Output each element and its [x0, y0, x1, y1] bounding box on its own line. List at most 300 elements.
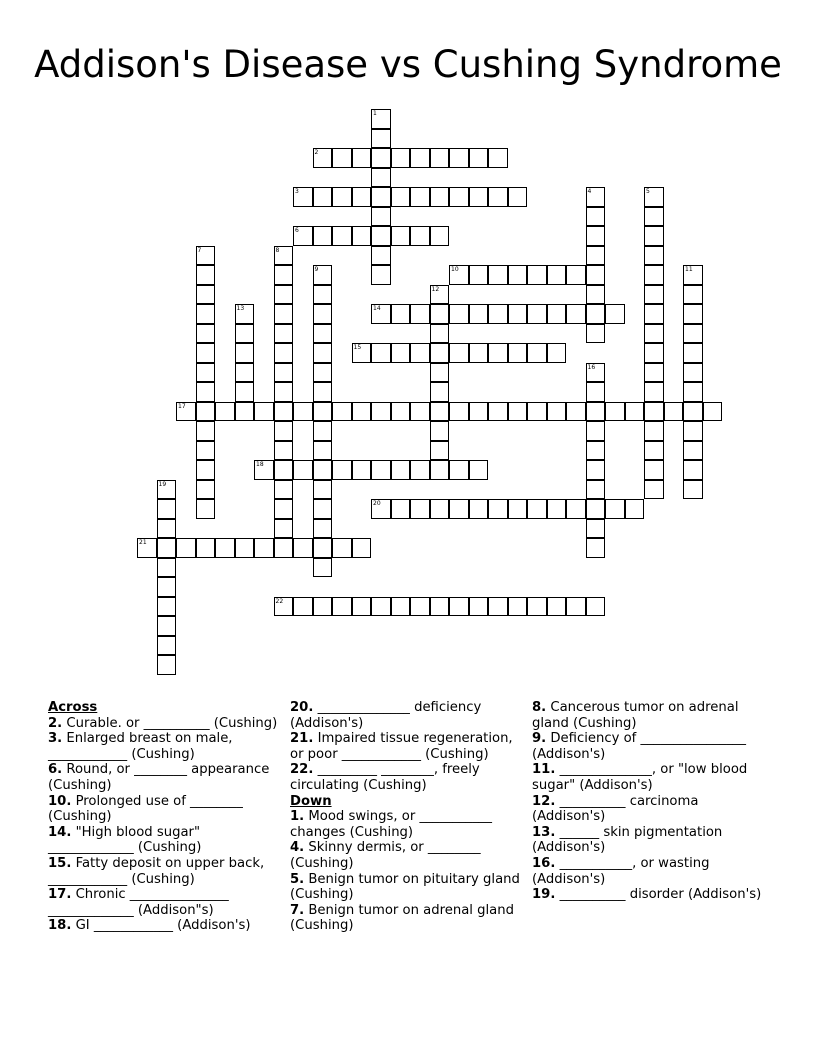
- clue-item-number: 21.: [290, 731, 314, 747]
- grid-cell[interactable]: [644, 265, 664, 285]
- grid-cell[interactable]: [332, 402, 352, 422]
- grid-cell[interactable]: [644, 382, 664, 402]
- grid-cell[interactable]: [313, 226, 333, 246]
- grid-cell[interactable]: [430, 441, 450, 461]
- grid-cell[interactable]: [332, 148, 352, 168]
- grid-cell[interactable]: [313, 148, 333, 168]
- grid-cell[interactable]: [664, 402, 684, 422]
- clue-number: 16: [587, 363, 596, 371]
- grid-cell[interactable]: [157, 655, 177, 675]
- clue-item: [48, 794, 280, 825]
- clue-item-text: Round, or ________ appearance (Cushing): [48, 762, 270, 793]
- grid-cell[interactable]: [352, 187, 372, 207]
- grid-cell[interactable]: [196, 304, 216, 324]
- clue-item: [290, 700, 522, 731]
- grid-cell[interactable]: [215, 402, 235, 422]
- grid-cell[interactable]: [391, 304, 411, 324]
- grid-cell[interactable]: [274, 519, 294, 539]
- grid-cell[interactable]: [235, 538, 255, 558]
- grid-cell[interactable]: [527, 499, 547, 519]
- grid-cell[interactable]: [683, 421, 703, 441]
- clue-item: [48, 762, 280, 793]
- grid-cell[interactable]: [313, 480, 333, 500]
- grid-cell[interactable]: [683, 343, 703, 363]
- grid-cell[interactable]: [449, 265, 469, 285]
- grid-cell[interactable]: [313, 499, 333, 519]
- grid-cell[interactable]: [410, 499, 430, 519]
- clue-item: [48, 887, 280, 918]
- grid-cell[interactable]: [430, 460, 450, 480]
- grid-cell[interactable]: [430, 343, 450, 363]
- grid-cell[interactable]: [508, 499, 528, 519]
- clue-number: 21: [139, 539, 147, 546]
- grid-cell[interactable]: [235, 304, 255, 324]
- grid-cell[interactable]: [410, 304, 430, 324]
- grid-cell[interactable]: [157, 558, 177, 578]
- grid-cell[interactable]: [586, 187, 606, 207]
- grid-cell[interactable]: [508, 597, 528, 617]
- grid-cell[interactable]: [235, 402, 255, 422]
- grid-cell[interactable]: [683, 324, 703, 344]
- grid-cell[interactable]: [586, 597, 606, 617]
- grid-cell[interactable]: [274, 538, 294, 558]
- grid-cell[interactable]: [274, 460, 294, 480]
- grid-cell[interactable]: [683, 304, 703, 324]
- grid-cell[interactable]: [371, 265, 391, 285]
- grid-cell[interactable]: [644, 246, 664, 266]
- clue-number: 12: [431, 285, 440, 293]
- grid-cell[interactable]: [586, 402, 606, 422]
- grid-cell[interactable]: [371, 460, 391, 480]
- grid-cell[interactable]: [683, 460, 703, 480]
- grid-cell[interactable]: [332, 460, 352, 480]
- grid-cell[interactable]: [586, 421, 606, 441]
- grid-cell[interactable]: [683, 363, 703, 383]
- grid-cell[interactable]: [313, 597, 333, 617]
- grid-cell[interactable]: [625, 402, 645, 422]
- grid-cell[interactable]: [254, 402, 274, 422]
- grid-cell[interactable]: [410, 460, 430, 480]
- grid-cell[interactable]: [605, 402, 625, 422]
- grid-cell[interactable]: [683, 265, 703, 285]
- grid-cell[interactable]: [644, 402, 664, 422]
- grid-cell[interactable]: [391, 148, 411, 168]
- grid-cell[interactable]: [274, 246, 294, 266]
- page-title: Addison's Disease vs Cushing Syndrome: [34, 43, 782, 86]
- grid-cell[interactable]: [391, 597, 411, 617]
- grid-cell[interactable]: [644, 207, 664, 227]
- grid-cell[interactable]: [274, 597, 294, 617]
- clue-item-number: 12.: [532, 793, 556, 809]
- grid-cell[interactable]: [644, 421, 664, 441]
- grid-cell[interactable]: [547, 304, 567, 324]
- grid-cell[interactable]: [313, 538, 333, 558]
- clue-item-text: Curable. or __________ (Cushing): [62, 715, 278, 731]
- grid-cell[interactable]: [469, 460, 489, 480]
- grid-cell[interactable]: [527, 597, 547, 617]
- clue-number: 9: [314, 266, 319, 273]
- grid-cell[interactable]: [547, 597, 567, 617]
- grid-cell[interactable]: [196, 324, 216, 344]
- grid-cell[interactable]: [274, 265, 294, 285]
- grid-cell[interactable]: [196, 343, 216, 363]
- grid-cell[interactable]: [547, 265, 567, 285]
- grid-cell[interactable]: [313, 324, 333, 344]
- clue-item: [532, 762, 764, 793]
- grid-cell[interactable]: [196, 363, 216, 383]
- grid-cell[interactable]: [605, 304, 625, 324]
- grid-cell[interactable]: [625, 499, 645, 519]
- grid-cell[interactable]: [430, 402, 450, 422]
- grid-cell[interactable]: [566, 304, 586, 324]
- grid-cell[interactable]: [644, 285, 664, 305]
- grid-cell[interactable]: [293, 226, 313, 246]
- grid-cell[interactable]: [274, 363, 294, 383]
- grid-cell[interactable]: [371, 343, 391, 363]
- grid-cell[interactable]: [527, 343, 547, 363]
- grid-cell[interactable]: [586, 285, 606, 305]
- grid-cell[interactable]: [313, 441, 333, 461]
- grid-cell[interactable]: [430, 148, 450, 168]
- grid-cell[interactable]: [293, 460, 313, 480]
- grid-cell[interactable]: [586, 519, 606, 539]
- grid-cell[interactable]: [488, 187, 508, 207]
- grid-cell[interactable]: [313, 421, 333, 441]
- grid-cell[interactable]: [391, 187, 411, 207]
- grid-cell[interactable]: [586, 363, 606, 383]
- grid-cell[interactable]: [371, 207, 391, 227]
- grid-cell[interactable]: [274, 382, 294, 402]
- clue-item: [48, 731, 280, 762]
- grid-cell[interactable]: [274, 441, 294, 461]
- grid-cell[interactable]: [469, 597, 489, 617]
- grid-cell[interactable]: [449, 343, 469, 363]
- grid-cell[interactable]: [488, 148, 508, 168]
- grid-cell[interactable]: [566, 597, 586, 617]
- grid-cell[interactable]: [196, 265, 216, 285]
- grid-cell[interactable]: [488, 499, 508, 519]
- grid-cell[interactable]: [586, 480, 606, 500]
- grid-cell[interactable]: [235, 324, 255, 344]
- grid-cell[interactable]: [430, 363, 450, 383]
- grid-cell[interactable]: [313, 187, 333, 207]
- grid-cell[interactable]: [449, 187, 469, 207]
- grid-cell[interactable]: [176, 402, 196, 422]
- grid-cell[interactable]: [410, 226, 430, 246]
- grid-cell[interactable]: [488, 597, 508, 617]
- grid-cell[interactable]: [430, 187, 450, 207]
- grid-cell[interactable]: [469, 187, 489, 207]
- grid-cell[interactable]: [157, 597, 177, 617]
- grid-cell[interactable]: [274, 402, 294, 422]
- grid-cell[interactable]: [352, 148, 372, 168]
- grid-cell[interactable]: [157, 480, 177, 500]
- grid-cell[interactable]: [313, 519, 333, 539]
- grid-cell[interactable]: [371, 499, 391, 519]
- grid-cell[interactable]: [313, 265, 333, 285]
- grid-cell[interactable]: [196, 460, 216, 480]
- grid-cell[interactable]: [566, 265, 586, 285]
- clue-item: [532, 700, 764, 731]
- grid-cell[interactable]: [196, 480, 216, 500]
- clue-number: 18: [256, 461, 264, 468]
- grid-cell[interactable]: [410, 402, 430, 422]
- clue-item-text: Cancerous tumor on adrenal gland (Cushing): [532, 700, 739, 731]
- grid-cell[interactable]: [352, 597, 372, 617]
- clue-item-text: Benign tumor on adrenal gland (Cushing): [290, 902, 514, 934]
- grid-cell[interactable]: [196, 402, 216, 422]
- grid-cell[interactable]: [527, 402, 547, 422]
- grid-cell[interactable]: [235, 382, 255, 402]
- grid-cell[interactable]: [371, 187, 391, 207]
- grid-cell[interactable]: [293, 597, 313, 617]
- grid-cell[interactable]: [137, 538, 157, 558]
- grid-cell[interactable]: [508, 265, 528, 285]
- grid-cell[interactable]: [293, 538, 313, 558]
- grid-cell[interactable]: [410, 597, 430, 617]
- grid-cell[interactable]: [215, 538, 235, 558]
- grid-cell[interactable]: [371, 246, 391, 266]
- grid-cell[interactable]: [352, 343, 372, 363]
- clue-item-number: 10.: [48, 793, 72, 809]
- grid-cell[interactable]: [586, 246, 606, 266]
- clue-number: 14: [373, 305, 381, 312]
- grid-cell[interactable]: [488, 343, 508, 363]
- clue-item-number: 15.: [48, 855, 72, 871]
- grid-cell[interactable]: [644, 187, 664, 207]
- grid-cell[interactable]: [391, 499, 411, 519]
- grid-cell[interactable]: [508, 187, 528, 207]
- grid-cell[interactable]: [313, 558, 333, 578]
- grid-cell[interactable]: [391, 343, 411, 363]
- grid-cell[interactable]: [196, 382, 216, 402]
- grid-cell[interactable]: [157, 577, 177, 597]
- clue-item: [532, 794, 764, 825]
- grid-cell[interactable]: [157, 616, 177, 636]
- grid-cell[interactable]: [352, 538, 372, 558]
- grid-cell[interactable]: [469, 304, 489, 324]
- grid-cell[interactable]: [371, 148, 391, 168]
- grid-cell[interactable]: [332, 187, 352, 207]
- grid-cell[interactable]: [313, 304, 333, 324]
- grid-cell[interactable]: [430, 499, 450, 519]
- grid-cell[interactable]: [274, 324, 294, 344]
- grid-cell[interactable]: [352, 226, 372, 246]
- grid-cell[interactable]: [196, 421, 216, 441]
- clue-item-text: __________ carcinoma (Addison's): [532, 793, 699, 825]
- clue-item-number: 19.: [532, 887, 556, 903]
- grid-cell[interactable]: [527, 265, 547, 285]
- grid-cell[interactable]: [469, 402, 489, 422]
- grid-cell[interactable]: [157, 519, 177, 539]
- grid-cell[interactable]: [586, 226, 606, 246]
- grid-cell[interactable]: [371, 109, 391, 129]
- grid-cell[interactable]: [254, 538, 274, 558]
- grid-cell[interactable]: [547, 343, 567, 363]
- grid-cell[interactable]: [644, 460, 664, 480]
- grid-cell[interactable]: [313, 402, 333, 422]
- grid-cell[interactable]: [644, 226, 664, 246]
- grid-cell[interactable]: [508, 304, 528, 324]
- clue-item: [290, 872, 522, 903]
- grid-cell[interactable]: [586, 499, 606, 519]
- grid-cell[interactable]: [586, 207, 606, 227]
- grid-cell[interactable]: [196, 538, 216, 558]
- grid-cell[interactable]: [293, 187, 313, 207]
- grid-cell[interactable]: [430, 324, 450, 344]
- grid-cell[interactable]: [683, 441, 703, 461]
- grid-cell[interactable]: [430, 285, 450, 305]
- grid-cell[interactable]: [196, 246, 216, 266]
- clue-number: 2: [314, 149, 319, 156]
- clue-item-text: Mood swings, or ___________ changes (Cushing): [290, 809, 492, 840]
- grid-cell[interactable]: [683, 480, 703, 500]
- clue-item-text: Fatty deposit on upper back, ____________ (Cushing): [48, 855, 265, 887]
- grid-cell[interactable]: [527, 304, 547, 324]
- grid-cell[interactable]: [371, 597, 391, 617]
- clue-number: 1: [373, 110, 377, 117]
- grid-cell[interactable]: [586, 265, 606, 285]
- grid-cell[interactable]: [332, 226, 352, 246]
- grid-cell[interactable]: [274, 285, 294, 305]
- grid-cell[interactable]: [683, 402, 703, 422]
- grid-cell[interactable]: [586, 382, 606, 402]
- grid-cell[interactable]: [430, 597, 450, 617]
- grid-cell[interactable]: [391, 460, 411, 480]
- grid-cell[interactable]: [430, 304, 450, 324]
- grid-cell[interactable]: [430, 421, 450, 441]
- grid-cell[interactable]: [157, 499, 177, 519]
- grid-cell[interactable]: [488, 265, 508, 285]
- grid-cell[interactable]: [410, 187, 430, 207]
- grid-cell[interactable]: [469, 148, 489, 168]
- grid-cell[interactable]: [274, 480, 294, 500]
- grid-cell[interactable]: [196, 441, 216, 461]
- grid-cell[interactable]: [566, 499, 586, 519]
- clue-item-text: "High blood sugar" _____________ (Cushing): [48, 824, 202, 856]
- grid-cell[interactable]: [469, 343, 489, 363]
- grid-cell[interactable]: [586, 441, 606, 461]
- clue-item-number: 9.: [532, 731, 547, 747]
- across-heading: Across: [48, 700, 98, 715]
- grid-cell[interactable]: [449, 499, 469, 519]
- clue-column-3: [532, 700, 764, 903]
- grid-cell[interactable]: [274, 421, 294, 441]
- grid-cell[interactable]: [449, 597, 469, 617]
- grid-cell[interactable]: [586, 538, 606, 558]
- grid-cell[interactable]: [566, 402, 586, 422]
- grid-cell[interactable]: [371, 304, 391, 324]
- grid-cell[interactable]: [449, 402, 469, 422]
- grid-cell[interactable]: [371, 226, 391, 246]
- grid-cell[interactable]: [605, 499, 625, 519]
- grid-cell[interactable]: [332, 538, 352, 558]
- clue-item-number: 16.: [532, 855, 556, 871]
- grid-cell[interactable]: [176, 538, 196, 558]
- grid-cell[interactable]: [644, 304, 664, 324]
- grid-cell[interactable]: [196, 285, 216, 305]
- grid-cell[interactable]: [488, 304, 508, 324]
- grid-cell[interactable]: [410, 148, 430, 168]
- grid-cell[interactable]: [449, 304, 469, 324]
- grid-cell[interactable]: [586, 460, 606, 480]
- grid-cell[interactable]: [254, 460, 274, 480]
- grid-cell[interactable]: [449, 460, 469, 480]
- grid-cell[interactable]: [469, 499, 489, 519]
- grid-cell[interactable]: [274, 304, 294, 324]
- clue-number: 8: [275, 246, 280, 254]
- grid-cell[interactable]: [508, 402, 528, 422]
- down-heading: Down: [290, 793, 332, 809]
- grid-cell[interactable]: [644, 480, 664, 500]
- grid-cell[interactable]: [371, 129, 391, 149]
- clue-column-1: [48, 700, 280, 934]
- grid-cell[interactable]: [313, 363, 333, 383]
- grid-cell[interactable]: [274, 343, 294, 363]
- clue-item: [290, 762, 522, 793]
- grid-cell[interactable]: [508, 343, 528, 363]
- grid-cell[interactable]: [313, 285, 333, 305]
- grid-cell[interactable]: [371, 402, 391, 422]
- clue-item: [48, 825, 280, 856]
- grid-cell[interactable]: [313, 343, 333, 363]
- grid-cell[interactable]: [235, 343, 255, 363]
- grid-cell[interactable]: [683, 382, 703, 402]
- grid-cell[interactable]: [157, 636, 177, 656]
- grid-cell[interactable]: [586, 304, 606, 324]
- grid-cell[interactable]: [313, 460, 333, 480]
- grid-cell[interactable]: [274, 499, 294, 519]
- grid-cell[interactable]: [196, 499, 216, 519]
- clue-item: [532, 731, 764, 762]
- grid-cell[interactable]: [430, 382, 450, 402]
- grid-cell[interactable]: [644, 343, 664, 363]
- grid-cell[interactable]: [547, 499, 567, 519]
- grid-cell[interactable]: [644, 324, 664, 344]
- clue-item-text: ______ skin pigmentation (Addison's): [532, 824, 723, 856]
- grid-cell[interactable]: [430, 226, 450, 246]
- clue-item-number: 14.: [48, 824, 72, 840]
- clue-item-number: 8.: [532, 700, 547, 715]
- grid-cell[interactable]: [332, 597, 352, 617]
- grid-cell[interactable]: [449, 148, 469, 168]
- grid-cell[interactable]: [293, 402, 313, 422]
- grid-cell[interactable]: [352, 402, 372, 422]
- clue-number: 11: [685, 266, 693, 273]
- grid-cell[interactable]: [157, 538, 177, 558]
- clue-number: 10: [451, 266, 459, 273]
- grid-cell[interactable]: [644, 363, 664, 383]
- grid-cell[interactable]: [586, 324, 606, 344]
- clue-item: [290, 840, 522, 871]
- grid-cell[interactable]: [313, 382, 333, 402]
- grid-cell[interactable]: [371, 168, 391, 188]
- grid-cell[interactable]: [391, 226, 411, 246]
- grid-cell[interactable]: [469, 265, 489, 285]
- grid-cell[interactable]: [235, 363, 255, 383]
- clue-number: 5: [646, 188, 650, 195]
- grid-cell[interactable]: [352, 460, 372, 480]
- grid-cell[interactable]: [547, 402, 567, 422]
- grid-cell[interactable]: [644, 441, 664, 461]
- grid-cell[interactable]: [703, 402, 723, 422]
- grid-cell[interactable]: [410, 343, 430, 363]
- grid-cell[interactable]: [391, 402, 411, 422]
- clue-number: 3: [295, 188, 299, 195]
- clue-item-text: Benign tumor on pituitary gland (Cushing): [290, 871, 520, 903]
- grid-cell[interactable]: [683, 285, 703, 305]
- grid-cell[interactable]: [488, 402, 508, 422]
